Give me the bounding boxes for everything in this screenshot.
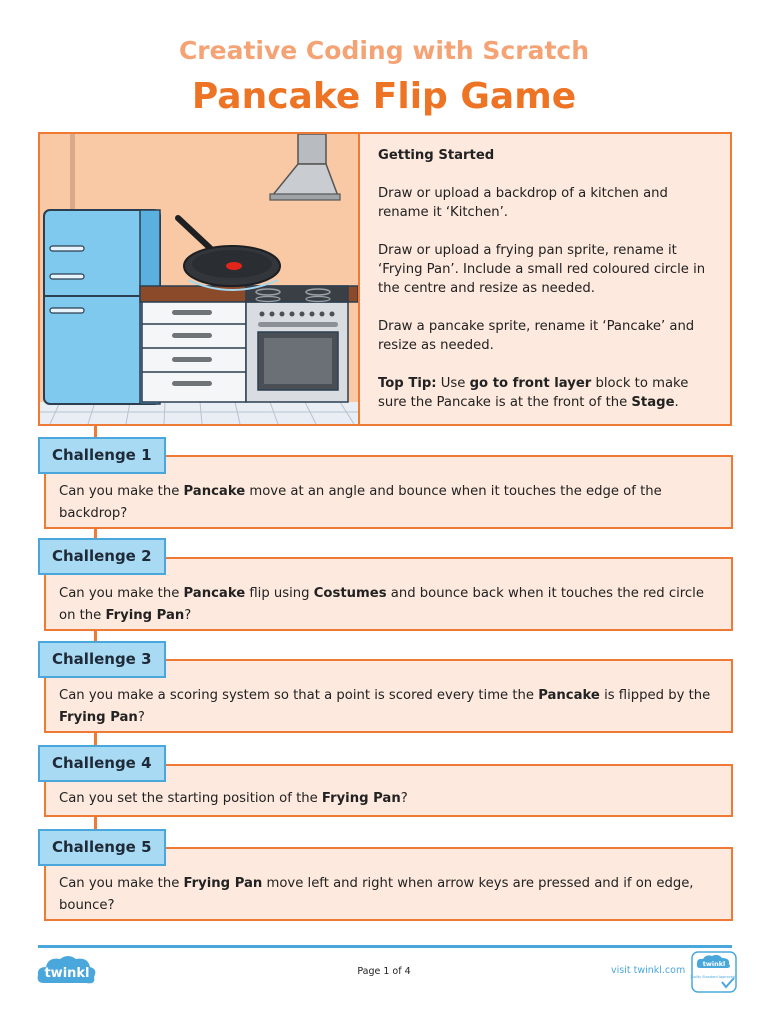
getting-started-panel [38, 132, 732, 426]
svg-text:Quality Standard Approved: Quality Standard Approved [690, 975, 735, 979]
quality-badge-icon [690, 950, 738, 998]
challenge-5-label: Challenge 5 [38, 829, 166, 866]
getting-started-text [378, 146, 718, 431]
kitchen-illustration [40, 134, 360, 424]
svg-text:twinkl: twinkl [702, 960, 726, 968]
challenge-2-label: Challenge 2 [38, 538, 166, 575]
page-subtitle: Creative Coding with Scratch [178, 36, 590, 65]
getting-started-heading: Getting Started [378, 148, 495, 163]
challenge-3-label: Challenge 3 [38, 641, 166, 678]
challenge-1-label: Challenge 1 [38, 437, 166, 474]
challenge-4-text: Can you set the starting position of the Frying Pan? [44, 764, 733, 817]
instruction-backdrop: Draw or upload a backdrop of a kitchen and rename it ‘Kitchen’. [378, 186, 668, 220]
svg-text:twinkl: twinkl [44, 966, 90, 981]
challenge-3-text: Can you make a scoring system so that a point is scored every time the Pancake is flipped by the Frying Pan? [44, 659, 733, 733]
footer-divider [38, 945, 732, 948]
visit-link[interactable]: visit twinkl.com [611, 965, 686, 976]
challenge-2-text: Can you make the Pancake flip using Costumes and bounce back when it touches the red circle on the Frying Pan? [44, 557, 733, 631]
instruction-pancake: Draw a pancake sprite, rename it ‘Pancake’ and resize as needed. [378, 319, 695, 353]
instruction-frying-pan: Draw or upload a frying pan sprite, rename it ‘Frying Pan’. Include a small red coloured circle in the centre and resize as needed. [378, 243, 706, 296]
challenge-4-label: Challenge 4 [38, 745, 166, 782]
top-tip-label: Top Tip: [378, 376, 437, 391]
top-tip: Top Tip: Use go to front layer block to make sure the Pancake is at the front of the Stage. [378, 376, 689, 410]
challenge-1-text: Can you make the Pancake move at an angle and bounce when it touches the edge of the backdrop? [44, 455, 733, 529]
challenge-5-text: Can you make the Frying Pan move left and right when arrow keys are pressed and if on edge, bounce? [44, 847, 733, 921]
page-title: Pancake Flip Game [191, 76, 577, 117]
page-number: Page 1 of 4 [357, 966, 411, 977]
